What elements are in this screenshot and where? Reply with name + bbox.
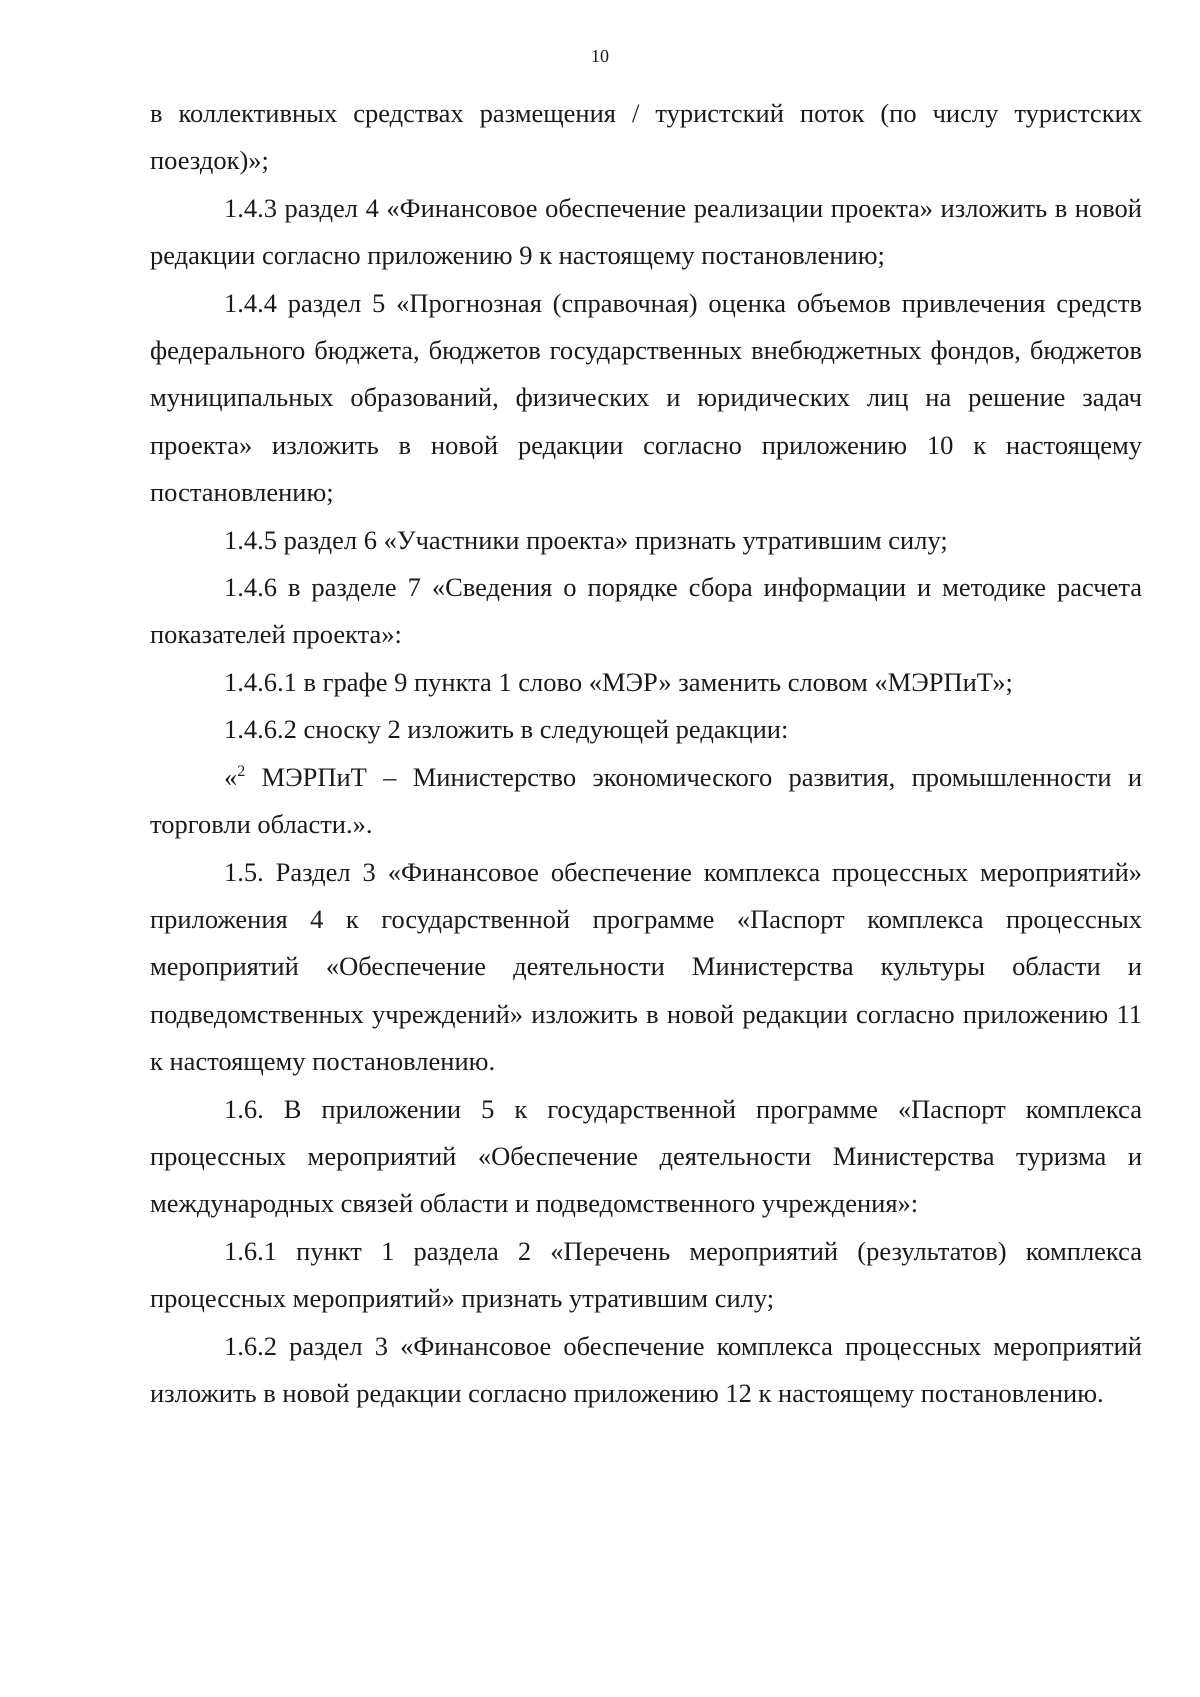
paragraph-1-4-3: 1.4.3 раздел 4 «Финансовое обеспечение реализации проекта» изложить в новой редакции согласно приложению 9 к настоящему постановлению; bbox=[150, 192, 1142, 271]
paragraph-1-6-2: 1.6.2 раздел 3 «Финансовое обеспечение комплекса процессных мероприятий изложить в новой редакции согласно приложению 12 к настоящему постановлению. bbox=[150, 1330, 1142, 1408]
footnote-paragraph bbox=[150, 754, 1142, 849]
paragraph-1-4-4: 1.4.4 раздел 5 «Прогнозная (справочная) оценка объемов привлечения средств федерального бюджета, бюджетов государственных внебюджетных фондов, бюджетов муниципальных образований, физических и юридических лиц на решение задач проекта» изложить в новой редакции согласно приложению 10 к настоящему постановлению; bbox=[150, 287, 1142, 508]
paragraph-1-4-6: 1.4.6 в разделе 7 «Сведения о порядке сбора информации и методике расчета показателей проекта»: bbox=[150, 572, 1142, 650]
paragraph-continuation: в коллективных средствах размещения / туристский поток (по числу туристских поездок)»; bbox=[150, 98, 1142, 176]
footnote-text: МЭРПиТ – Министерство экономического развития, промышленности и торговли области.». bbox=[150, 761, 1142, 840]
document-body bbox=[150, 90, 1142, 1417]
footnote-superscript: 2 bbox=[237, 762, 246, 780]
footnote-open-quote: « bbox=[224, 761, 238, 792]
paragraph-1-5: 1.5. Раздел 3 «Финансовое обеспечение комплекса процессных мероприятий» приложения 4 к государственной программе «Паспорт комплекса процессных мероприятий «Обеспечение деятельности Министерства культуры области и подведомственных учреждений» изложить в новой редакции согласно приложению 11 к настоящему постановлению. bbox=[150, 856, 1142, 1077]
paragraph-1-6: 1.6. В приложении 5 к государственной программе «Паспорт комплекса процессных мероприятий «Обеспечение деятельности Министерства туризма и международных связей области и подведомственного учреждения»: bbox=[150, 1093, 1142, 1219]
paragraph-1-4-5: 1.4.5 раздел 6 «Участники проекта» признать утратившим силу; bbox=[224, 524, 948, 555]
page-number: 10 bbox=[591, 46, 609, 66]
paragraph-1-6-1: 1.6.1 пункт 1 раздела 2 «Перечень мероприятий (результатов) комплекса процессных мероприятий» признать утратившим силу; bbox=[150, 1235, 1142, 1314]
paragraph-1-4-6-2: 1.4.6.2 сноску 2 изложить в следующей редакции: bbox=[224, 714, 789, 745]
paragraph-1-4-6-1: 1.4.6.1 в графе 9 пункта 1 слово «МЭР» заменить словом «МЭРПиТ»; bbox=[224, 666, 1013, 697]
